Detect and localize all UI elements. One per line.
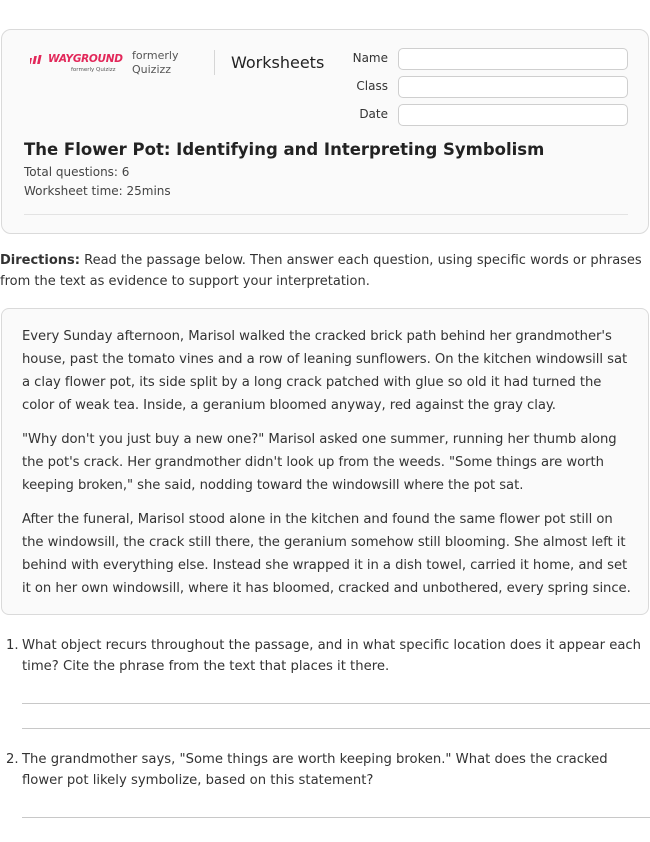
wayground-logo-icon <box>30 55 46 65</box>
class-input[interactable] <box>398 76 628 98</box>
name-label: Name <box>352 51 388 65</box>
answer-line[interactable] <box>22 703 650 704</box>
question-text: The grandmother says, "Some things are worth keeping broken." What does the cracked flower pot likely symbolize, based on this statement? <box>22 752 608 788</box>
wayground-logo <box>30 52 123 82</box>
question-text: What object recurs throughout the passage, and in what specific location does it appear each time? Cite the phrase from the text that places it there. <box>22 638 642 674</box>
passage-paragraph: After the funeral, Marisol stood alone in the kitchen and found the same flower pot still on the windowsill, the crack still there, the geranium somehow still blooming. She almost left it behind with everything else. Instead she wrapped it in a dish towel, carried it home, and set it on her own windowsill, where it has bloomed, cracked and unbothered, every spring since. <box>22 512 631 596</box>
date-field-row <box>342 104 630 126</box>
worksheet-title: The Flower Pot: Identifying and Interpreting Symbolism <box>24 140 545 159</box>
date-input[interactable] <box>398 104 628 126</box>
header-divider <box>214 50 215 75</box>
header-bottom-divider <box>24 214 628 215</box>
name-input[interactable] <box>398 48 628 70</box>
quizizz-label: Quizizz <box>132 63 172 76</box>
question-number: 1. <box>6 638 19 653</box>
total-questions: Total questions: 6 <box>24 165 130 179</box>
logo-wordmark: WAYGROUND <box>48 53 123 65</box>
name-field-row <box>342 48 630 70</box>
formerly-label: formerly <box>132 49 179 62</box>
question-number: 2. <box>6 752 19 767</box>
logo-subtitle: formerly Quizizz <box>71 67 116 73</box>
worksheets-label: Worksheets <box>231 53 325 72</box>
directions <box>0 250 648 292</box>
passage-paragraph: Every Sunday afternoon, Marisol walked the cracked brick path behind her grandmother's house, past the tomato vines and a row of leaning sunflowers. On the kitchen windowsill sat a clay flower pot, its side split by a long crack patched with glue so old it had turned the color of weak tea. Inside, a geranium bloomed anyway, red against the gray clay. <box>22 329 628 413</box>
directions-text: Read the passage below. Then answer each question, using specific words or phrases from the text as evidence to support your interpretation. <box>0 253 642 289</box>
date-label: Date <box>359 107 388 121</box>
formerly-quizizz-note <box>132 49 179 77</box>
passage-paragraph: "Why don't you just buy a new one?" Marisol asked one summer, running her thumb along the pot's crack. Her grandmother didn't look up from the weeds. "Some things are worth keeping broken," she said, nodding toward the windowsill where the pot sat. <box>22 432 617 493</box>
answer-line[interactable] <box>22 728 650 729</box>
worksheet-time: Worksheet time: 25mins <box>24 184 171 198</box>
answer-line[interactable] <box>22 817 650 818</box>
class-field-row <box>342 76 630 98</box>
reading-passage <box>1 308 649 615</box>
directions-label: Directions: <box>0 253 80 268</box>
worksheet-header <box>1 29 649 234</box>
class-label: Class <box>356 79 388 93</box>
